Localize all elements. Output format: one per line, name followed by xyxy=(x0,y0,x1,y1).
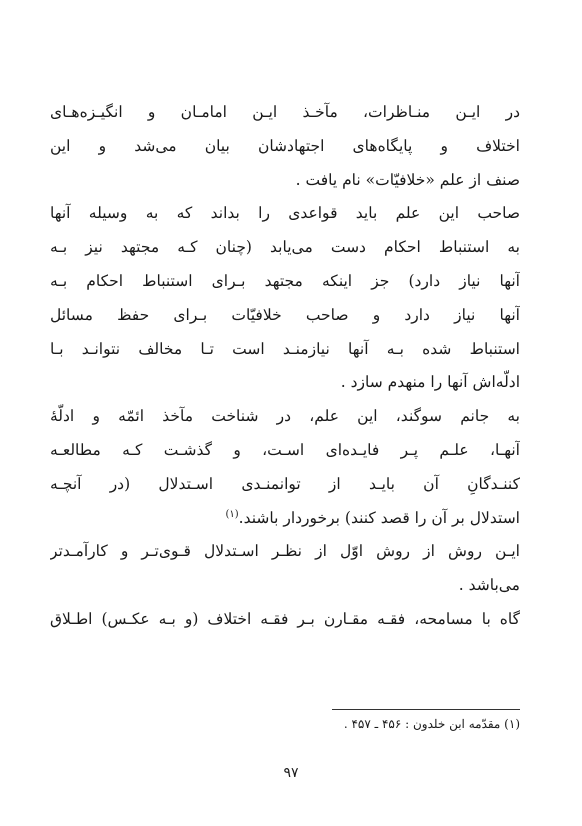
text-line: صنف از علم «خلافیّات» نام یافت . xyxy=(295,170,520,189)
text-line: آنها نیاز دارد) جز اینکه مجتهد بـرای استنباط احکام بـه xyxy=(50,271,520,290)
text-line: ادلّه‌اش آنها را منهدم سازد . xyxy=(340,373,520,392)
text-line: اختلاف و پایگاه‌های اجتهادشان بیان می‌شد و این xyxy=(50,136,520,155)
text-line: گاه با مسامحه، فقـه مقـارن بـر فقـه اختلاف (و بـه عکـس) اطـلاق xyxy=(50,609,520,628)
footnote-text: (۱) مقدّمه ابن خلدون : ۴۵۶ ـ ۴۵۷ . xyxy=(343,717,520,731)
text-line: به جانم سوگند، این علم، در شناخت مآخذ ائمّه و ادلّهٔ xyxy=(50,407,520,426)
body-text xyxy=(50,96,520,637)
text-line: کننـدگانِ آن بایـد از توانمنـدی اسـتدلال (در آنچـه xyxy=(50,474,520,493)
text-line: استنباط شده بـه آنها نیازمنـد است تـا مخالف نتوانـد بـا xyxy=(50,339,520,358)
text-line: می‌باشد . xyxy=(458,576,520,595)
footnote-reference: (۱) xyxy=(225,508,239,520)
text-line: به استنباط احکام دست می‌یابد (چنان کـه مجتهد نیز بـه xyxy=(50,238,520,257)
text-line: ایـن روش از روش اوّل از نظـر اسـتدلال قـوی‌تـر و کارآمـدتر xyxy=(50,542,520,561)
text-line-content: استدلال بر آن را قصد کنند) برخوردار باشند. xyxy=(238,508,520,527)
footnote-divider xyxy=(332,709,520,710)
text-line: صاحب این علم باید قواعدی را بداند که به وسیله آنها xyxy=(50,204,520,223)
text-line-with-footnote xyxy=(50,502,520,536)
text-line: در ایـن منـاظرات، مآخـذ ایـن امامـان و انگیـزه‌هـای xyxy=(50,103,520,121)
page-number: ۹۷ xyxy=(283,765,299,781)
text-line: آنها نیاز دارد و صاحب خلافیّات بـرای حفظ مسائل xyxy=(50,305,520,324)
text-line: آنهـا، علـم پـر فایـده‌ای اسـت، و گذشـت کـه مطالعـه xyxy=(50,440,520,459)
